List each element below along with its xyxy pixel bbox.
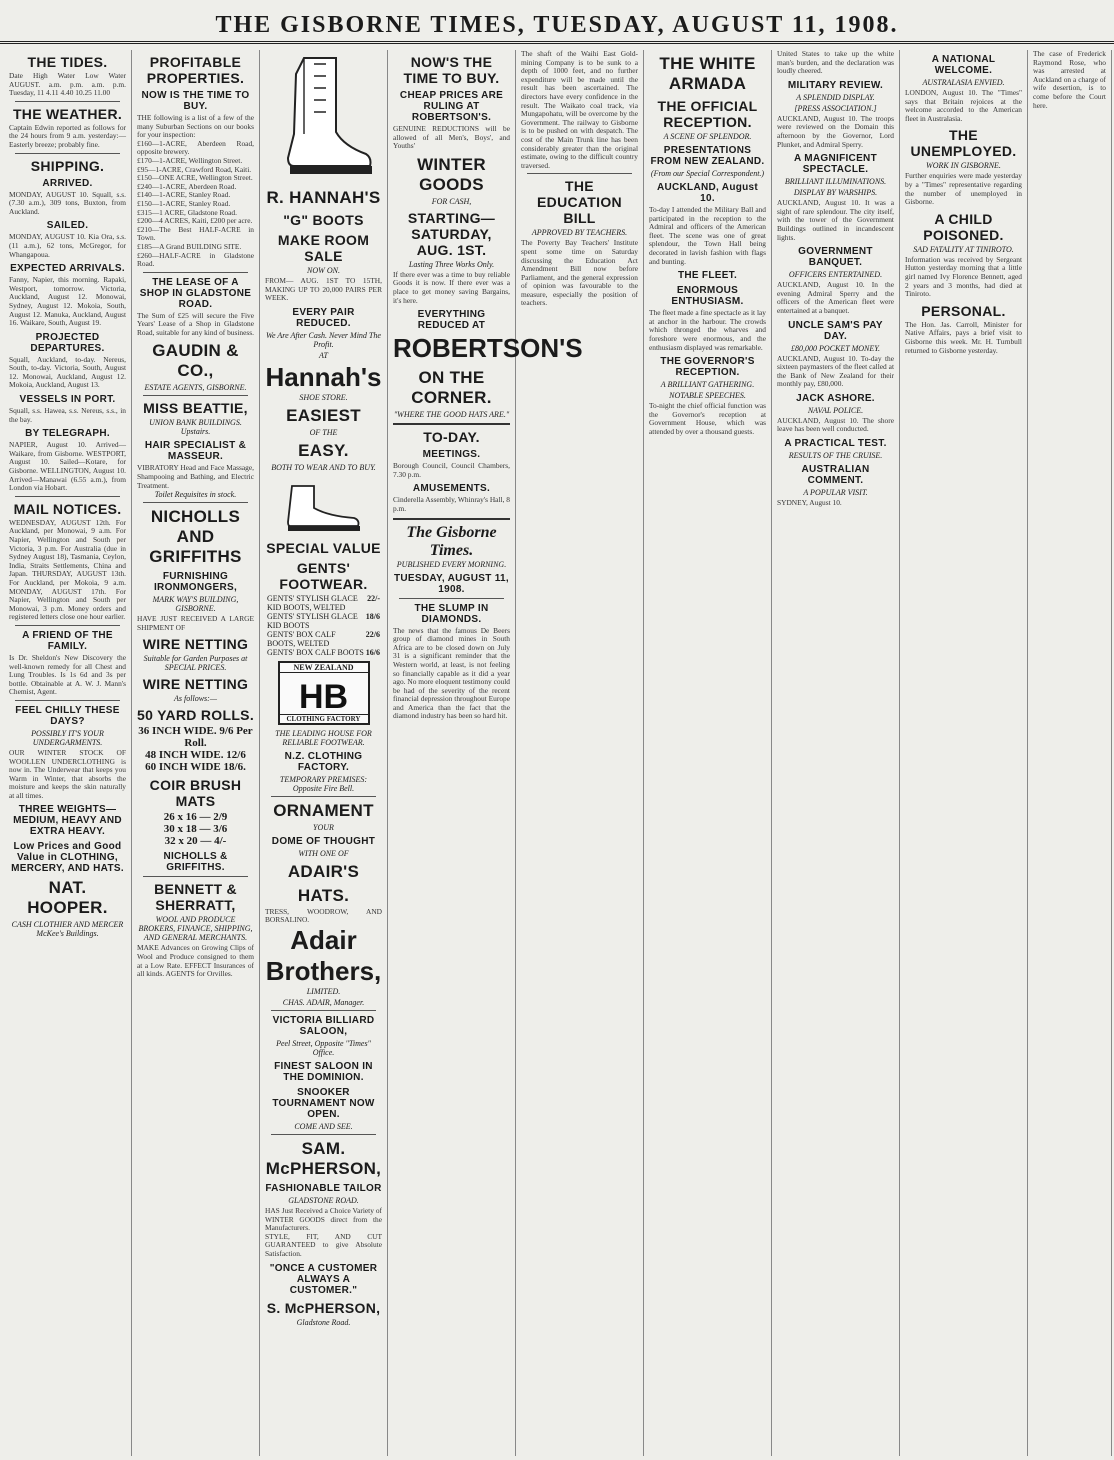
splendid-display: A SPLENDID DISPLAY.	[796, 92, 875, 102]
come-and-see: COME AND SEE.	[294, 1121, 353, 1131]
enormous-enthusiasm: ENORMOUS ENTHUSIASM.	[671, 285, 744, 308]
style-text: STYLE, FIT, AND CUT GUARANTEED to give Absolute Satisfaction.	[265, 1231, 382, 1258]
starting: STARTING— SATURDAY, AUG. 1ST.	[407, 209, 496, 258]
weights-text: THREE WEIGHTS—MEDIUM, HEAVY AND EXTRA HEAVY.	[13, 804, 122, 838]
australian-comment: AUSTRALIAN COMMENT.	[801, 464, 870, 487]
bennett-text: MAKE Advances on Growing Clips of Wool and Produce consigned to them at a Low Rate. EFFECT Insurances of all kinds. AGENTS for Orvilles.	[137, 943, 254, 979]
column-2	[132, 50, 260, 1456]
australasia-envied: AUSTRALASIA ENVIED.	[922, 78, 1005, 87]
column-3	[260, 50, 388, 1456]
masthead	[0, 0, 1114, 44]
personal-heading: PERSONAL.	[921, 302, 1006, 319]
personal-text: The Hon. Jas. Carroll, Minister for Native Affairs, pays a brief visit to Gisborne this week. Mr. H. Turnbull returned to Gisborne yesterday.	[905, 319, 1022, 355]
fifty-yard: 50 YARD ROLLS.	[137, 707, 255, 724]
special-correspondent: (From our Special Correspondent.)	[650, 169, 765, 178]
published: PUBLISHED EVERY MORNING.	[396, 559, 507, 569]
coir-row: 30 x 18 — 3/6	[163, 823, 228, 836]
adairs: ADAIR'S	[287, 861, 360, 881]
arrived-heading: ARRIVED.	[42, 177, 93, 189]
both-text: BOTH TO WEAR AND TO BUY.	[271, 462, 376, 472]
list-item: £160—1-ACRE, Aberdeen Road, opposite brewery.	[137, 138, 254, 157]
meetings-heading: MEETINGS.	[422, 449, 481, 461]
nicholls-name: NICHOLLS AND GRIFFITHS	[149, 507, 242, 567]
column-5-article: The shaft of the Waihi East Gold-mining Company is to be sunk to a depth of 1000 feet, and no further expenditure will be made until the result has been ascertained. The directors have every confidence in the result. The Waikato coal track, via Mungapohatu, will be overcome by the Government. The railway to Gisborne is to be pushed on with despatch. The cost of the Main Trunk line has been considerably greater than the original estimate, owing to the difficult country traversed.	[521, 49, 638, 170]
limited: LIMITED.	[306, 986, 341, 996]
shipping-heading: SHIPPING.	[30, 157, 105, 174]
as-follows: As follows:—	[174, 694, 217, 704]
jack-ashore: JACK ASHORE.	[796, 392, 875, 404]
column-7	[772, 50, 900, 1456]
bennett-sub: WOOL AND PRODUCE BROKERS, FINANCE, SHIPPING, AND GENERAL MERCHANTS.	[138, 915, 253, 943]
property-list	[137, 140, 254, 269]
list-item: £150—1-ACRE, Stanley Road.	[137, 198, 231, 208]
coir-heading: COIR BRUSH MATS	[149, 777, 242, 810]
mail-text: WEDNESDAY, AUGUST 12th. For Auckland, per Monowai, 9 a.m. For Napier, Wellington and South per Victoria, 3 p.m. For Australia (due in Sydney August 18), Tasmania, Ceylon, India, Straits Settlements, China and Japan. THURSDAY, AUGUST 13th. For Auckland, per Mokoia, 9 a.m. MONDAY, AUGUST 17th. For Napier, Wellington and South per Monowai, 3 p.m. Money orders and registered letters close one hour earlier.	[9, 517, 126, 622]
every-pair: EVERY PAIR REDUCED.	[292, 306, 355, 329]
child-poisoned: A CHILD POISONED.	[923, 210, 1004, 243]
newspaper-title: THE GISBORNE TIMES, TUESDAY, AUGUST 11, 1908.	[215, 12, 899, 38]
lease-heading: THE LEASE OF A SHOP IN GLADSTONE ROAD.	[139, 276, 252, 310]
presentations: PRESENTATIONS FROM NEW ZEALAND.	[650, 145, 765, 167]
everything-reduced: EVERYTHING REDUCED AT	[417, 309, 486, 332]
notable-speeches: NOTABLE SPEECHES.	[669, 391, 746, 401]
robertson-text: If there ever was a time to buy reliable Goods it is now. If there ever was a place to get money saving Bargains, it's here.	[393, 269, 510, 305]
now-is-time: NOW IS THE TIME TO BUY.	[141, 90, 250, 112]
tress-text: TRESS, WOODROW, AND BORSALINO.	[265, 906, 382, 925]
shoe-icon	[284, 476, 364, 536]
naval-police: NAVAL POLICE.	[807, 405, 864, 415]
warships: DISPLAY BY WARSHIPS.	[793, 188, 878, 198]
wire-netting-2: WIRE NETTING	[142, 676, 249, 693]
price-60: 60 INCH WIDE 18/6.	[145, 761, 246, 774]
beattie-sub: UNION BANK BUILDINGS. Upstairs.	[149, 418, 242, 437]
lasting: Lasting Three Works Only.	[408, 259, 495, 269]
furnishing-text: FURNISHING IRONMONGERS,	[153, 571, 238, 594]
today-heading: TO-DAY.	[423, 429, 480, 446]
properties-heading: PROFITABLE PROPERTIES.	[146, 54, 245, 86]
on-the-corner: ON THE CORNER.	[411, 368, 492, 408]
telegraph-heading: BY TELEGRAPH.	[25, 428, 110, 440]
military-text: AUCKLAND, August 10. The troops were reviewed on the Domain this afternoon by the Governor, Lord Plunket, and Admiral Sperry.	[777, 113, 894, 149]
coir-row: 32 x 20 — 4/-	[164, 835, 227, 848]
coir-row: 26 x 16 — 2/9	[163, 811, 228, 824]
make-room-sale: MAKE ROOM SALE	[277, 232, 370, 264]
cheap-prices: CHEAP PRICES ARE RULING AT ROBERTSON'S.	[399, 90, 504, 123]
column-7-text: United States to take up the white man's burden, and the declaration was loudly cheered.	[777, 49, 894, 76]
winter-goods: WINTER GOODS	[417, 154, 486, 194]
column-1	[4, 50, 132, 1456]
friend-text: Is Dr. Sheldon's New Discovery the well-known remedy for all Chest and Lung Troubles. Is 1s 6d and 3s per bottle. Obtainable at A. W. J. Mann's Chemist, Agent.	[9, 652, 126, 697]
approved: APPROVED BY TEACHERS.	[531, 228, 628, 238]
hannah-name: R. HANNAH'S	[266, 188, 381, 207]
victoria-billiard: VICTORIA BILLIARD SALOON,	[272, 1014, 375, 1037]
pocket-money: £80,000 POCKET MONEY.	[791, 343, 880, 353]
friend-heading: A FRIEND OF THE FAMILY.	[22, 629, 113, 652]
governor-text: To-night the chief official function was the Governor's reception at Government House, which was attended by over a thousand guests.	[649, 401, 766, 436]
scene-of-splendor: A SCENE OF SPLENDOR.	[663, 132, 752, 141]
education-text: The Poverty Bay Teachers' Institute spent some time on Saturday discussing the Education Act Amendment Bill now before Parliament, and the general expression of opinion was favourable to the measure, especially the position of teachers.	[521, 238, 638, 308]
suitable-text: Suitable for Garden Purposes at SPECIAL PRICES.	[143, 654, 248, 673]
jack-text: AUCKLAND, August 10. The shore leave has been well conducted.	[777, 415, 894, 434]
banquet-text: AUCKLAND, August 10. In the evening Admiral Sperry and the officers of the American fleet were entertained at a banquet.	[777, 280, 894, 315]
low-prices-text: Low Prices and Good Value in CLOTHING, MERCERY, AND HATS.	[11, 841, 124, 875]
adair-brothers: Adair Brothers,	[265, 924, 382, 986]
projected-heading: PROJECTED DEPARTURES.	[30, 331, 105, 354]
weather-heading: THE WEATHER.	[12, 105, 123, 122]
boot-icon	[274, 54, 374, 184]
military-heading: MILITARY REVIEW.	[787, 79, 884, 91]
illuminations-text: AUCKLAND, August 10. It was a sight of rare splendour. The city itself, with the tower of the Government Buildings outlined in incandescent lights.	[777, 198, 894, 242]
hair-specialist: HAIR SPECIALIST & MASSEUR.	[144, 440, 247, 463]
unemployed-heading: THE UNEMPLOYED.	[910, 127, 1017, 160]
beattie-name: MISS BEATTIE,	[143, 400, 248, 417]
nicholls-footer: NICHOLLS & GRIFFITHS.	[163, 851, 228, 874]
price-48: 48 INCH WIDE. 12/6	[145, 749, 246, 762]
hooper-name: NAT. HOOPER.	[27, 878, 108, 918]
list-item: £95—1-ACRE, Crawford Road, Kaiti.	[137, 164, 252, 174]
peel-street: Peel Street, Opposite "Times" Office.	[276, 1038, 371, 1057]
easiest: EASIEST	[286, 405, 361, 425]
press-association: [PRESS ASSOCIATION.]	[794, 103, 877, 113]
price-row: GENTS' BOX CALF BOOTS, WELTED 22/6	[267, 629, 380, 648]
mail-heading: MAIL NOTICES.	[13, 500, 122, 517]
ornament: ORNAMENT	[273, 800, 374, 820]
banquet-heading: GOVERNMENT BANQUET.	[798, 246, 873, 269]
list-item: £140—1-ACRE, Stanley Road.	[137, 190, 231, 200]
of-the: OF THE	[309, 427, 338, 437]
column-9	[1028, 50, 1112, 1456]
hannahs-title: Hannah's	[265, 361, 382, 392]
national-welcome: A NATIONAL WELCOME.	[931, 54, 996, 76]
unemployed-text: Further enquiries were made yesterday by a "Times" representative regarding the number of unemployed in Gisborne.	[905, 171, 1022, 207]
winter-text: OUR WINTER STOCK OF WOOLLEN UNDERCLOTHING is now in. The Underwear that keeps you Warm in Winter, that absorbs the moisture and keeps the skin naturally at all times.	[9, 747, 126, 800]
genuine-text: GENUINE REDUCTIONS will be allowed of all Men's, Boys', and Youths'	[393, 124, 510, 151]
column-6	[644, 50, 772, 1456]
projected-text: Squall, Auckland, to-day. Nereus, South, to-day. Victoria, South, August 12. Monowai, Auckland, August 12. Mokoia, Auckland, August 13.	[9, 354, 126, 390]
fleet-heading: THE FLEET.	[677, 270, 738, 282]
for-cash: FOR CASH,	[431, 196, 472, 206]
mcpherson-name: SAM. McPHERSON,	[265, 1138, 382, 1178]
telegraph-text: NAPIER, August 10. Arrived—Waikare, from Gisborne. WESTPORT, August 10. Sailed—Kotare, for Gisborne. WELLINGTON, August 10. Arrived—Manawai (6.55 a.m.), from London via Hobart.	[9, 440, 126, 493]
nows-the-time: NOW'S THE TIME TO BUY.	[403, 54, 500, 86]
bennett-name: BENNETT & SHERRATT,	[154, 881, 237, 914]
weather-text: Captain Edwin reported as follows for the 24 hours from 9 a.m. yesterday:—Easterly breeze; probably fine.	[9, 122, 126, 149]
nz-clothing: N.Z. CLOTHING FACTORY.	[284, 750, 363, 773]
slump-heading: THE SLUMP IN DIAMONDS.	[414, 602, 489, 625]
issue-date: TUESDAY, AUGUST 11, 1908.	[394, 572, 509, 595]
gaudin-name: GAUDIN & CO.,	[152, 341, 239, 381]
price-row: GENTS' BOX CALF BOOTS 16/6	[267, 647, 380, 657]
meetings-text: Borough Council, Council Chambers, 7.30 p.m.	[393, 461, 510, 479]
leading-house: THE LEADING HOUSE FOR RELIABLE FOOTWEAR.	[275, 728, 372, 747]
dome-of-thought: DOME OF THOUGHT	[271, 835, 376, 847]
temporary-premises: TEMPORARY PREMISES: Opposite Fire Bell.	[279, 774, 368, 793]
column-9-text: The case of Frederick Raymond Rose, who was arrested at Auckland on a charge of wife desertion, is to come before the Court here.	[1033, 49, 1106, 110]
list-item: £185—A Grand BUILDING SITE.	[137, 241, 242, 251]
once-customer: "ONCE A CUSTOMER ALWAYS A CUSTOMER."	[269, 1262, 378, 1296]
column-8	[900, 50, 1028, 1456]
hb-logo: NEW ZEALAND HB CLOTHING FACTORY	[278, 661, 370, 725]
at-text: AT	[318, 350, 329, 360]
price-row: GENTS' STYLISH GLACE KID BOOTS 18/6	[267, 611, 380, 630]
smc-name: S. McPHERSON,	[266, 1299, 381, 1316]
in-port-heading: VESSELS IN PORT.	[19, 394, 116, 406]
snooker: SNOOKER TOURNAMENT NOW OPEN.	[272, 1086, 375, 1120]
work-in-gisborne: WORK IN GISBORNE.	[926, 161, 1001, 171]
uncle-sam-heading: UNCLE SAM'S PAY DAY.	[788, 319, 883, 342]
manager: CHAS. ADAIR, Manager.	[282, 997, 365, 1007]
amusements-heading: AMUSEMENTS.	[412, 483, 491, 495]
list-item: £170—1-ACRE, Wellington Street.	[137, 155, 243, 165]
tailor: FASHIONABLE TAILOR	[265, 1182, 382, 1194]
column-5	[516, 50, 644, 1456]
education-heading: THE EDUCATION BILL	[537, 178, 622, 227]
gisborne-times-title: The Gisborne Times.	[406, 523, 497, 559]
from-text: FROM— AUG. 1ST TO 15TH, MAKING UP TO 20,000 PAIRS PER WEEK.	[265, 276, 382, 303]
shoe-store: SHOE STORE.	[299, 392, 348, 402]
dateline: AUCKLAND, August 10.	[656, 182, 759, 204]
sailed-text: MONDAY, AUGUST 10. Kia Ora, s.s. (11 a.m.), 62 tons, McGregor, for Whangapoua.	[9, 232, 126, 259]
robertsons-title: ROBERTSON'S	[393, 333, 583, 364]
lease-text: The Sum of £25 will secure the Five Years' Lease of a Shop in Gladstone Road, suitable for any kind of business.	[137, 310, 255, 337]
properties-intro: THE following is a list of a few of the many Suburban Sections on our books for your inspection:	[137, 113, 254, 140]
mark-way: MARK WAY'S BUILDING, GISBORNE.	[152, 595, 239, 614]
uncle-sam-text: AUCKLAND, August 10. To-day the sixteen paymasters of the fleet called at the Bank of New Zealand for their monthly pay, £80,000.	[777, 353, 894, 389]
good-hats: "WHERE THE GOOD HATS ARE."	[393, 410, 510, 420]
special-value: SPECIAL VALUE	[266, 539, 381, 556]
sailed-heading: SAILED.	[46, 220, 89, 232]
official-reception: THE OFFICIAL RECEPTION.	[657, 98, 758, 130]
illuminations: BRILLIANT ILLUMINATIONS.	[784, 177, 887, 187]
chilly-heading: FEEL CHILLY THESE DAYS?	[15, 704, 120, 727]
list-item: £315—1 ACRE, Gladstone Road.	[137, 207, 237, 217]
tides-heading: THE TIDES.	[27, 54, 108, 70]
magnificent-heading: A MAGNIFICENT SPECTACLE.	[794, 153, 877, 176]
armada-text: To-day I attended the Military Ball and participated in the reception to the Admiral and officers of the American fleet. The scene was one of great splendour, the Town Hall being decorated in lavish fashion with flags and bunting.	[649, 205, 766, 266]
governor-heading: THE GOVERNOR'S RECEPTION.	[660, 356, 755, 379]
arrived-text: MONDAY, AUGUST 10. Squall, s.s. (7.30 a.m.), 309 tons, Buxton, from Auckland.	[9, 189, 126, 216]
with-one-of: WITH ONE OF	[298, 848, 349, 858]
g-boots: "G" BOOTS	[283, 212, 364, 228]
tides-table: Date High Water Low Water AUGUST. a.m. p.m. a.m. p.m. Tuesday, 11 4.11 4.40 10.25 11.00	[9, 71, 126, 98]
received-text: HAVE JUST RECEIVED A LARGE SHIPMENT OF	[137, 614, 254, 632]
fleet-text: The fleet made a fine spectacle as it lay at anchor in the harbour. The crowds which thronged the wharves and foreshore were enormous, and the enthusiasm displayed was remarkable.	[649, 308, 766, 352]
brilliant-gathering: A BRILLIANT GATHERING.	[660, 380, 755, 390]
expected-text: Fanny, Napier, this morning. Rapaki, Westport, tomorrow. Victoria, Auckland, August 12. Monowai, Sydney, August 12. Mokoia, South, August 12. Manuka, Auckland, August 16. Waikare, South, August 19.	[9, 275, 126, 328]
toilet-text: Toilet Requisites in stock.	[154, 490, 237, 500]
list-item: £210—The Best HALF-ACRE in Town.	[137, 224, 254, 243]
price-36: 36 INCH WIDE. 9/6 Per Roll.	[138, 725, 253, 750]
cruise-results: RESULTS OF THE CRUISE.	[788, 451, 883, 461]
hooper-sub: CASH CLOTHIER AND MERCER McKee's Buildings.	[11, 920, 124, 939]
gaudin-sub: ESTATE AGENTS, GISBORNE.	[144, 383, 247, 393]
tailor-text: HAS Just Received a Choice Variety of WINTER GOODS direct from the Manufacturers.	[265, 1205, 382, 1233]
price-row: GENTS' STYLISH GLACE KID BOOTS, WELTED 22/-	[267, 593, 380, 612]
list-item: £240—1-ACRE, Aberdeen Road.	[137, 181, 237, 191]
welcome-text: LONDON, August 10. The "Times" says that Britain rejoices at the welcome accorded to the American fleet in Australasia.	[905, 88, 1022, 123]
slump-article: The news that the famous De Beers group of diamond mines in South Africa are to be closed down on July 31 is a significant reminder that the Western world, at least, is not feeling so financially capable as it did a year ago. No more eloquent testimony could be had of the severity of the recent financial depression throughout Europe and America than the fact that the diamond industry has been so hard hit.	[393, 625, 510, 721]
list-item: £150—ONE ACRE, Wellington Street.	[137, 173, 253, 183]
officers-entertained: OFFICERS ENTERTAINED.	[788, 270, 883, 280]
chilly-sub: POSSIBLY IT'S YOUR UNDERGARMENTS.	[31, 728, 104, 747]
in-port-text: Squall, s.s. Hawea, s.s. Nereus, s.s., in the bay.	[9, 406, 126, 424]
popular-visit: A POPULAR VISIT.	[803, 488, 868, 498]
expected-heading: EXPECTED ARRIVALS.	[10, 263, 125, 275]
smc-sub: Gladstone Road.	[296, 1317, 351, 1327]
sydney-dateline: SYDNEY, August 10.	[777, 498, 842, 508]
gladstone-road: GLADSTONE ROAD.	[288, 1195, 359, 1205]
amusements-text: Cinderella Assembly, Whinray's Hall, 8 p.m.	[393, 495, 510, 513]
finest-saloon: FINEST SALOON IN THE DOMINION.	[274, 1060, 373, 1083]
white-armada: THE WHITE ARMADA	[659, 54, 756, 93]
child-text: Information was received by Sergeant Hutton yesterday morning that a little girl named Ivy Florence Bennett, aged 2 years and 3 months, had died at Tiniroto.	[905, 254, 1022, 299]
after-cash: We Are After Cash. Never Mind The Profit.	[266, 330, 381, 349]
wire-netting-heading: WIRE NETTING	[142, 636, 249, 653]
practical-test: A PRACTICAL TEST.	[784, 438, 887, 450]
sad-fatality: SAD FATALITY AT TINIROTO.	[913, 244, 1014, 254]
now-on: NOW ON.	[307, 266, 340, 275]
list-item: £200—4 ACRES, Kaiti, £200 per acre.	[137, 216, 253, 226]
list-item: £260—HALF-ACRE in Gladstone Road.	[137, 250, 254, 269]
hair-text: VIBRATORY Head and Face Massage, Shampooing and Bathing, and Electric Treatment.	[137, 463, 254, 490]
easy: EASY.	[298, 440, 349, 460]
your: YOUR	[313, 822, 334, 832]
gents-footwear: GENTS' FOOTWEAR.	[279, 559, 368, 592]
hats: HATS.	[297, 885, 350, 905]
